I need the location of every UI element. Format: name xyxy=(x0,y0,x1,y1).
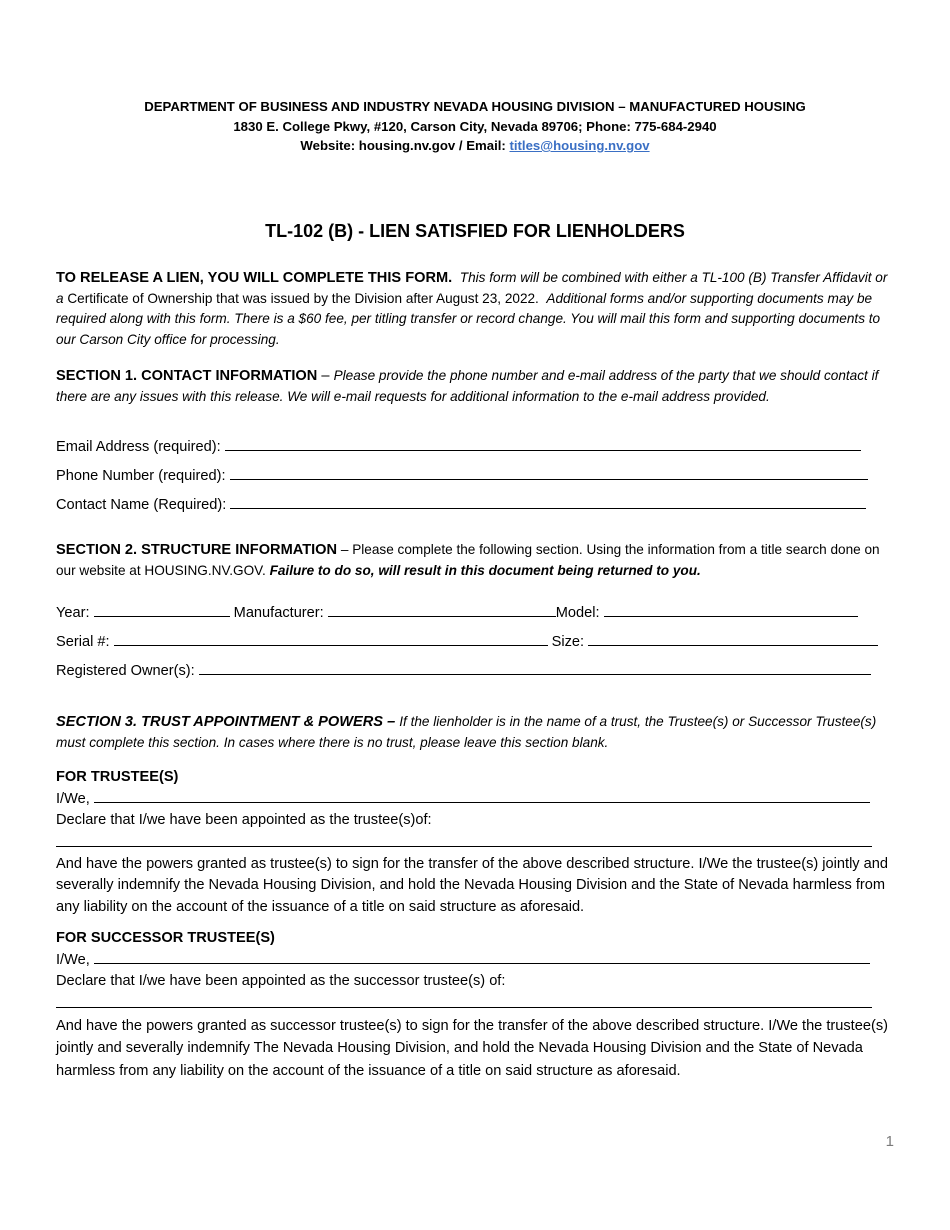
year-label: Year: xyxy=(56,605,94,621)
section-3-text: If the lienholder is in the name of a trust, the Trustee(s) or Successor Trustee(s) must complete this section. In cases where there is no trust, please leave this section blank. xyxy=(56,714,877,750)
intro-italic-2: Additional forms and/or supporting documents may be required along with this form. There is a $60 fee, per titling transfer or record change. You will mail this form and supporting documents to our Carson City office for processing. xyxy=(56,290,881,347)
section-2-intro xyxy=(56,540,894,581)
structure-row-1 xyxy=(56,604,894,621)
section-1-heading: SECTION 1. CONTACT INFORMATION xyxy=(56,368,318,384)
trustee-trust-row[interactable] xyxy=(56,832,894,851)
header-line-3 xyxy=(56,136,894,156)
section-1-text: Please provide the phone number and e-mail address of the party that we should contact if there are any issues with this release. We will e-mail requests for additional information to the e-mail address provided. xyxy=(56,368,879,404)
email-field[interactable] xyxy=(56,438,894,455)
owner-input-line[interactable] xyxy=(199,662,871,675)
phone-input-line[interactable] xyxy=(230,467,868,480)
serial-label: Serial #: xyxy=(56,634,114,650)
successor-powers: And have the powers granted as successor trustee(s) to sign for the transfer of the above described structure. I/We the trustee(s) jointly and severally indemnify The Nevada Housing Division, and hold the Nevada Housing Division and the State of Nevada harmless from any liability on the account of the issuance of a title on said structure as aforesaid. xyxy=(56,1017,888,1079)
successor-trust-row[interactable] xyxy=(56,993,894,1012)
page-number: 1 xyxy=(885,1133,894,1150)
year-input-line[interactable] xyxy=(94,604,230,617)
section-1-intro xyxy=(56,366,894,407)
successor-name-line[interactable] xyxy=(94,951,870,964)
owner-label: Registered Owner(s): xyxy=(56,663,199,679)
trustee-heading: FOR TRUSTEE(S) xyxy=(56,769,179,785)
email-label: Email Address (required): xyxy=(56,439,225,455)
form-title: TL-102 (B) - LIEN SATISFIED FOR LIENHOLDERS xyxy=(265,221,685,241)
phone-label: Phone Number (required): xyxy=(56,468,230,484)
section-3-heading: SECTION 3. TRUST APPOINTMENT & POWERS – xyxy=(56,714,400,730)
section-1-dash: – xyxy=(317,368,334,384)
trustee-name-line[interactable] xyxy=(94,790,870,803)
email-input-line[interactable] xyxy=(225,438,861,451)
successor-iwe-row[interactable] xyxy=(56,950,894,972)
section-2-text: – Please complete the following section. Using the information from a title search done on our website at HOUSING.NV.GOV. xyxy=(56,542,880,578)
trustee-iwe-label: I/We, xyxy=(56,790,94,807)
trustee-declare: Declare that I/we have been appointed as the trustee(s)of: xyxy=(56,812,432,828)
intro-paragraph xyxy=(56,268,894,350)
intro-normal-1: Certificate of Ownership that was issued by the Division after August 23, 2022. xyxy=(63,290,539,306)
intro-italic-1: This form will be combined with either a TL-100 (B) Transfer Affidavit or a xyxy=(56,270,888,306)
successor-block xyxy=(56,928,894,1082)
trustee-trust-line[interactable] xyxy=(56,832,872,847)
trustee-block xyxy=(56,767,894,918)
contact-name-label: Contact Name (Required): xyxy=(56,497,231,513)
section-2-heading: SECTION 2. STRUCTURE INFORMATION xyxy=(56,542,338,558)
trustee-iwe-row[interactable] xyxy=(56,789,894,811)
contact-name-field[interactable] xyxy=(56,496,894,513)
intro-lead: TO RELEASE A LIEN, YOU WILL COMPLETE THIS FORM. xyxy=(56,270,453,286)
section-2-warning: Failure to do so, will result in this document being returned to you. xyxy=(269,562,701,578)
header-line-2: 1830 E. College Pkwy, #120, Carson City, Nevada 89706; Phone: 775-684-2940 xyxy=(233,118,717,134)
model-label: Model: xyxy=(555,605,604,621)
model-input-line[interactable] xyxy=(604,604,858,617)
structure-row-2 xyxy=(56,633,894,650)
header-line-1: DEPARTMENT OF BUSINESS AND INDUSTRY NEVADA HOUSING DIVISION – MANUFACTURED HOUSING xyxy=(144,99,806,114)
header-website: Website: housing.nv.gov / Email: xyxy=(300,138,510,153)
serial-input-line[interactable] xyxy=(114,633,548,646)
owner-field[interactable] xyxy=(56,662,894,679)
contact-name-input-line[interactable] xyxy=(230,496,866,509)
manufacturer-label: Manufacturer: xyxy=(229,605,328,621)
agency-header xyxy=(56,97,894,156)
email-link[interactable]: titles@housing.nv.gov xyxy=(509,138,650,153)
size-input-line[interactable] xyxy=(588,633,878,646)
section-3-intro xyxy=(56,712,894,753)
successor-iwe-label: I/We, xyxy=(56,951,94,968)
manufacturer-input-line[interactable] xyxy=(328,604,556,617)
size-label: Size: xyxy=(547,634,589,650)
successor-heading: FOR SUCCESSOR TRUSTEE(S) xyxy=(56,930,275,946)
phone-field[interactable] xyxy=(56,467,894,484)
trustee-powers: And have the powers granted as trustee(s) to sign for the transfer of the above described structure. I/We the trustee(s) jointly and severally indemnify the Nevada Housing Division, and hold the Nevada Housing Division and the State of Nevada harmless from any liability on the account of the issuance of a title on said structure as aforesaid. xyxy=(56,855,889,915)
successor-trust-line[interactable] xyxy=(56,993,872,1008)
successor-declare: Declare that I/we have been appointed as the successor trustee(s) of: xyxy=(56,973,506,989)
